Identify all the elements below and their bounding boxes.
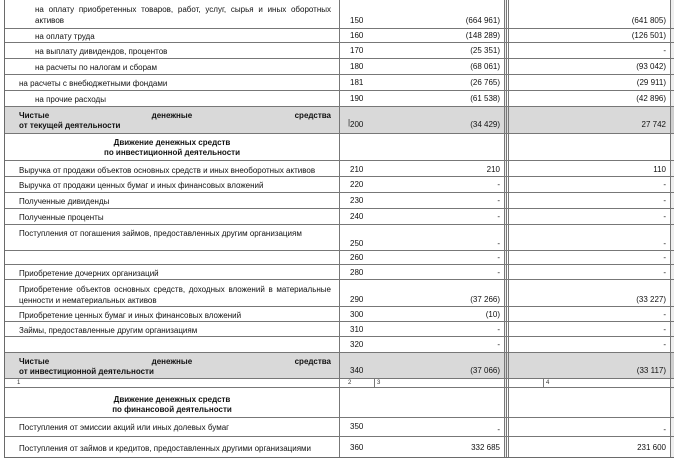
row-value-previous: - [663, 325, 666, 334]
row-code: 170 [350, 46, 364, 55]
row-label: Займы, предоставленные другим организациям [19, 326, 198, 335]
row-value-current: (664 961) [465, 16, 500, 25]
row-code: 200 [350, 120, 364, 129]
row-value-previous: (641 805) [631, 16, 666, 25]
row-code: 160 [350, 31, 364, 40]
row-code: 360 [350, 443, 364, 452]
section-header [5, 388, 674, 418]
row-value-current: - [497, 340, 500, 349]
table-row [5, 59, 674, 75]
row-value-previous: 110 [653, 165, 666, 174]
table-row [5, 209, 674, 225]
table-row [5, 251, 674, 265]
row-value-previous: - [663, 180, 666, 189]
row-value-previous: - [663, 310, 666, 319]
row-value-previous: - [663, 253, 666, 262]
table-row [5, 280, 674, 307]
total-label-line1: Чистые денежные средства [19, 357, 331, 366]
row-value-previous: - [663, 340, 666, 349]
row-code: 150 [350, 16, 364, 25]
row-label-line2: от текущей деятельности [19, 121, 121, 130]
row-value-previous: 231 600 [637, 443, 666, 452]
row-label: на оплату труда [35, 32, 95, 41]
table-row [5, 265, 674, 280]
row-label: Приобретение дочерних организаций [19, 269, 159, 278]
table-row [5, 43, 674, 59]
section-title-line2: по инвестиционной деятельности [103, 148, 240, 157]
row-code: 280 [350, 268, 364, 277]
row-value-previous: (33 117) [636, 366, 666, 375]
table-row [5, 29, 674, 43]
table-row [5, 177, 674, 193]
row-value-current: (10) [485, 310, 500, 319]
column-number-row [5, 379, 674, 388]
row-label: Приобретение ценных бумаг и иных финансовых вложений [19, 311, 242, 320]
table-row [5, 322, 674, 337]
row-code: 340 [350, 366, 364, 375]
row-value-previous: - [663, 196, 666, 205]
row-value-previous: (93 042) [636, 62, 666, 71]
row-code: 350 [350, 422, 364, 431]
row-value-current: - [497, 196, 500, 205]
table-row [5, 337, 674, 353]
row-value-previous: - [663, 212, 666, 221]
row-code: 210 [350, 165, 364, 174]
row-code: 260 [350, 253, 364, 262]
row-code: 180 [350, 62, 364, 71]
table-row [5, 307, 674, 322]
row-value-current: - [497, 325, 500, 334]
column-number-3: 3 [377, 380, 381, 386]
row-value-current: - [497, 212, 500, 221]
row-value-previous: (42 896) [636, 94, 666, 103]
column-number-4: 4 [546, 380, 550, 386]
row-code: 310 [350, 325, 364, 334]
row-code: 220 [350, 180, 364, 189]
row-value-current: 210 [486, 165, 500, 174]
row-value-current: - [497, 425, 500, 434]
row-code: 290 [350, 295, 364, 304]
table-row [5, 437, 674, 457]
column-number-2: 2 [348, 380, 352, 386]
table-row [5, 0, 674, 29]
row-value-current: (37 066) [470, 366, 500, 375]
row-label: Полученные проценты [19, 213, 104, 222]
row-label: на расчеты по налогам и сборам [35, 63, 157, 72]
row-value-current: - [497, 180, 500, 189]
table-row-total [5, 107, 674, 134]
row-label: Приобретение объектов основных средств, доходных вложений в материальные ценности и нематериальных активов [19, 285, 331, 305]
row-value-current: (61 538) [470, 94, 500, 103]
section-title-line1: Движение денежных средств [113, 138, 231, 147]
row-value-current: (68 061) [470, 62, 500, 71]
table-row [5, 161, 674, 177]
row-code: 250 [350, 239, 364, 248]
table-row [5, 193, 674, 209]
row-value-previous: (33 227) [636, 295, 666, 304]
row-value-previous: (126 501) [631, 31, 666, 40]
table-row-total [5, 353, 674, 379]
table-row [5, 418, 674, 437]
row-label-line2: от инвестиционной деятельности [19, 367, 154, 376]
section-header [5, 134, 674, 161]
row-code: 320 [350, 340, 364, 349]
row-value-current: (34 429) [470, 120, 500, 129]
row-value-previous: - [663, 268, 666, 277]
table-row [5, 91, 674, 107]
row-value-previous: - [663, 46, 666, 55]
row-code: 230 [350, 196, 364, 205]
row-code: 190 [350, 94, 364, 103]
total-label-line1: Чистые денежные средства [19, 111, 331, 120]
row-label: на расчеты с внебюджетными фондами [19, 79, 168, 88]
row-label: Выручка от продажи ценных бумаг и иных финансовых вложений [19, 181, 264, 190]
row-value-current: - [497, 253, 500, 262]
row-label: Поступления от эмиссии акций или иных долевых бумаг [19, 423, 230, 432]
row-label: на прочие расходы [35, 95, 106, 104]
section-title-line2: по финансовой деятельности [112, 405, 232, 414]
row-value-current: (25 351) [470, 46, 500, 55]
column-number-1: 1 [17, 380, 21, 386]
table-row [5, 75, 674, 91]
row-value-current: (148 289) [465, 31, 500, 40]
row-value-previous: - [663, 425, 666, 434]
row-value-current: - [497, 268, 500, 277]
row-value-current: 332 685 [471, 443, 500, 452]
cash-flow-report-table [4, 0, 674, 458]
row-label: Полученные дивиденды [19, 197, 110, 206]
row-value-current: (26 765) [470, 78, 500, 87]
row-value-previous: - [663, 239, 666, 248]
row-label: Выручка от продажи объектов основных средств и иных внеоборотных активов [19, 166, 316, 175]
row-code: 300 [350, 310, 364, 319]
row-label: на выплату дивидендов, процентов [35, 47, 168, 56]
row-code: 181 [350, 78, 364, 87]
row-code: 240 [350, 212, 364, 221]
text-cursor-icon: | [348, 118, 351, 127]
row-label: Поступления от погашения займов, предоставленных другим организациям [19, 229, 302, 238]
row-value-current: (37 266) [470, 295, 500, 304]
table-row [5, 225, 674, 251]
row-value-current: - [497, 239, 500, 248]
row-label: Поступления от займов и кредитов, предоставленных другими организациями [19, 444, 312, 453]
row-value-previous: (29 911) [636, 78, 666, 87]
row-label: на оплату приобретенных товаров, работ, услуг, сырья и иных оборотных активов [35, 5, 331, 25]
section-title-line1: Движение денежных средств [113, 395, 231, 404]
row-value-previous: 27 742 [641, 120, 666, 129]
